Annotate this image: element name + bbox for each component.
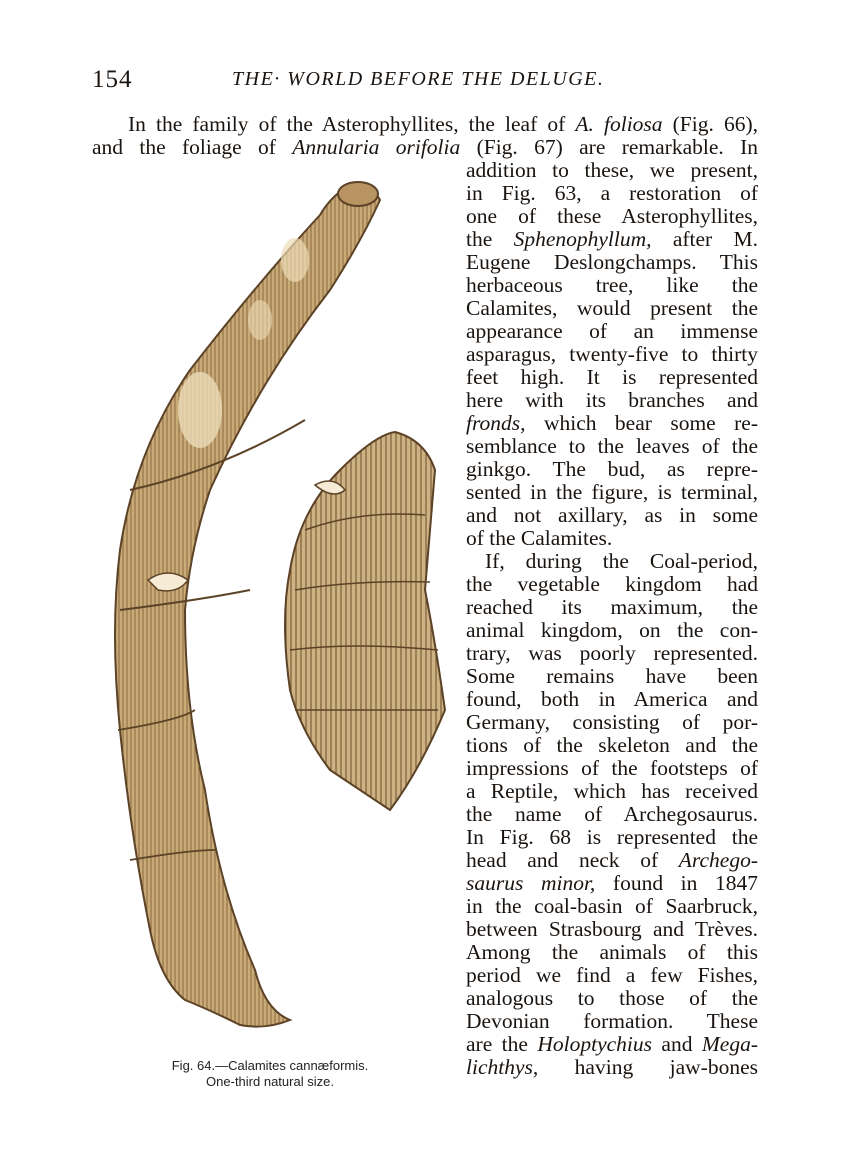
body-line xyxy=(466,1033,758,1056)
italic-run: Annularia orifolia xyxy=(292,135,461,159)
text-run: and xyxy=(652,1032,702,1056)
running-title: THE· WORLD BEFORE THE DELUGE. xyxy=(232,68,605,90)
text-run: In the family of the Asterophyllites, the leaf of xyxy=(128,112,576,136)
body-line: found, both in America and xyxy=(466,687,758,711)
body-line: trary, was poorly represented. xyxy=(466,641,758,665)
body-line: one of these Asterophyllites, xyxy=(466,204,758,228)
body-line xyxy=(466,412,758,435)
body-line: here with its branches and xyxy=(466,388,758,412)
body-line xyxy=(466,228,758,251)
body-line: Germany, consisting of por- xyxy=(466,710,758,734)
text-run: (Fig. 66), xyxy=(662,112,759,136)
body-line: animal kingdom, on the con- xyxy=(466,618,758,642)
body-line: between Strasbourg and Trèves. xyxy=(466,917,758,941)
body-line: of the Calamites. xyxy=(466,526,613,550)
body-line: reached its maximum, the xyxy=(466,595,758,619)
body-line: semblance to the leaves of the xyxy=(466,434,758,458)
body-line xyxy=(128,113,758,136)
body-line: in Fig. 63, a restoration of xyxy=(466,181,758,205)
body-line: In Fig. 68 is represented the xyxy=(466,825,758,849)
text-run: head and neck of xyxy=(466,848,679,872)
italic-run: Archego- xyxy=(678,848,758,872)
text-run: which bear some re- xyxy=(525,411,758,435)
body-line: herbaceous tree, like the xyxy=(466,273,758,297)
italic-run: Mega- xyxy=(701,1032,758,1056)
body-line: period we find a few Fishes, xyxy=(466,963,758,987)
italic-run: Holoptychius xyxy=(537,1032,652,1056)
body-line xyxy=(466,849,758,872)
italic-run: Sphenophyllum, xyxy=(513,227,652,251)
caption-line: Fig. 64.—Calamites cannæformis. xyxy=(171,1058,369,1073)
body-line: in the coal-basin of Saarbruck, xyxy=(466,894,758,918)
body-line: feet high. It is represented xyxy=(466,365,758,389)
body-line: Devonian formation. These xyxy=(466,1009,758,1033)
italic-run: fronds, xyxy=(466,411,526,435)
text-run: the xyxy=(466,227,514,251)
calamites-figure xyxy=(90,170,460,1050)
page-number: 154 xyxy=(92,66,133,93)
body-line: sented in the figure, is terminal, xyxy=(466,480,758,504)
body-line: analogous to those of the xyxy=(466,986,758,1010)
body-line: Eugene Deslongchamps. This xyxy=(466,250,758,274)
body-line: ginkgo. The bud, as repre- xyxy=(466,457,758,481)
body-line: Some remains have been xyxy=(466,664,758,688)
body-line: a Reptile, which has received xyxy=(466,779,758,803)
body-line xyxy=(92,136,758,159)
body-line: Among the animals of this xyxy=(466,940,758,964)
text-run: are the xyxy=(466,1032,538,1056)
body-line: the name of Archegosaurus. xyxy=(466,802,758,826)
italic-run: lichthys, xyxy=(466,1055,539,1079)
body-line: If, during the Coal-period, xyxy=(485,549,758,573)
figure-caption xyxy=(120,1058,420,1090)
body-line: tions of the skeleton and the xyxy=(466,733,758,757)
caption-line: One-third natural size. xyxy=(206,1074,334,1089)
text-run: having jaw-bones xyxy=(538,1055,758,1079)
body-line: the vegetable kingdom had xyxy=(466,572,758,596)
calamites-fossil-icon xyxy=(90,170,460,1050)
body-line: asparagus, twenty-five to thirty xyxy=(466,342,758,366)
body-line: Calamites, would present the xyxy=(466,296,758,320)
text-run: after M. xyxy=(651,227,758,251)
body-line: addition to these, we present, xyxy=(466,158,758,182)
text-run: found in 1847 xyxy=(595,871,758,895)
body-line xyxy=(466,1056,758,1079)
text-run: (Fig. 67) are remarkable. In xyxy=(460,135,758,159)
italic-run: saurus minor, xyxy=(466,871,596,895)
text-run: and the foliage of xyxy=(92,135,293,159)
body-line: impressions of the footsteps of xyxy=(466,756,758,780)
body-line xyxy=(466,872,758,895)
body-line: and not axillary, as in some xyxy=(466,503,758,527)
body-line: appearance of an immense xyxy=(466,319,758,343)
italic-run: A. foliosa xyxy=(575,112,663,136)
